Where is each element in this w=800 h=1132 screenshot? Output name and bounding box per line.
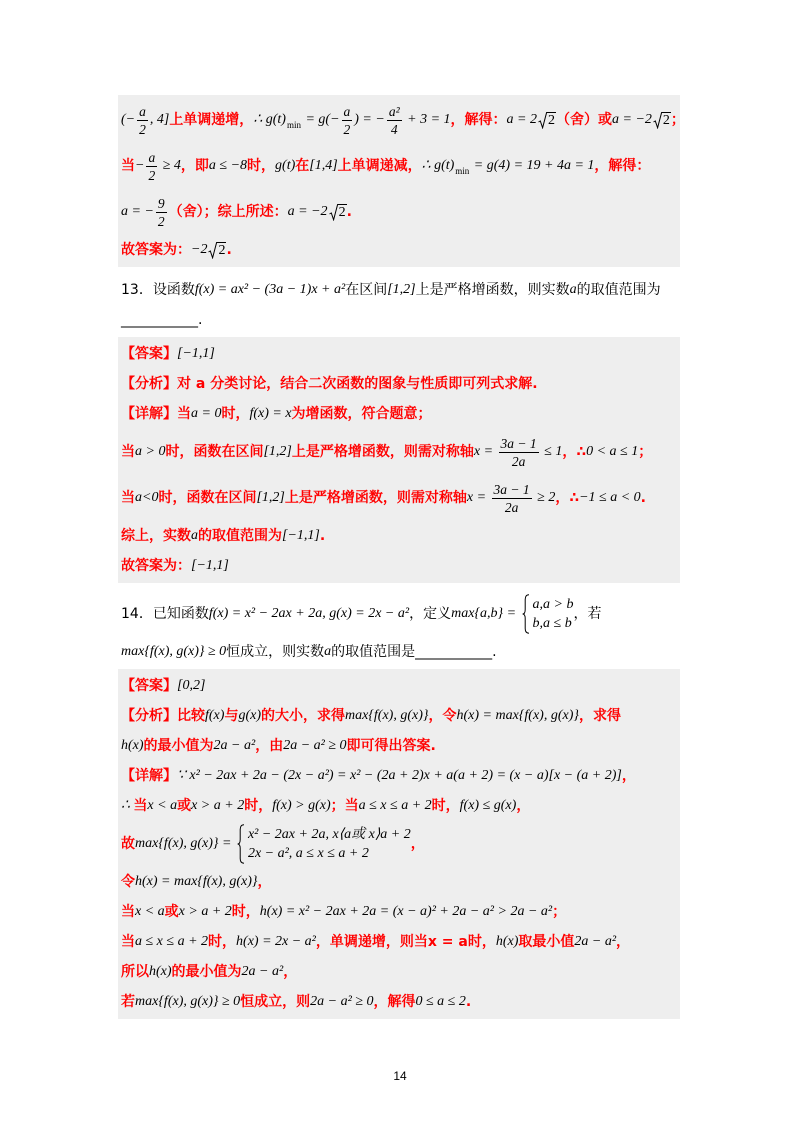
text-run: 若: [121, 994, 135, 1010]
text-run: 的大小，求得: [260, 708, 345, 724]
fraction-numerator: a: [139, 103, 146, 119]
fraction-numerator: 3a − 1: [500, 435, 537, 451]
math-expression: x > a + 2: [191, 798, 245, 813]
radicand: 2: [218, 242, 226, 258]
piecewise-cases: [237, 824, 411, 864]
text-run: 时，: [231, 904, 260, 920]
radical-sign: [329, 204, 338, 221]
text-run: 所以: [121, 964, 149, 980]
math-expression: a = −: [121, 204, 154, 219]
math-expression: −: [135, 158, 145, 173]
question-block: [118, 589, 680, 669]
text-run: ；: [670, 112, 685, 128]
text-run: 时，函数在区间: [165, 444, 264, 460]
fraction-denominator: 4: [390, 121, 398, 137]
text-run: 的最小值为: [171, 964, 242, 980]
math-expression: [−1,1]: [191, 558, 229, 573]
text-line: [121, 369, 680, 399]
math-expression: f(x) ≤ g(x): [459, 798, 517, 813]
math-expression: a = 0: [191, 406, 222, 421]
fraction: [387, 103, 402, 138]
fraction-numerator: a: [148, 149, 156, 165]
text-run: 时，: [208, 934, 237, 950]
math-expression: ∴: [121, 798, 134, 813]
math-expression: a = −2: [612, 112, 652, 127]
text-run: 13．设函数: [121, 282, 195, 298]
text-run: ，若: [573, 606, 602, 622]
text-run: ，解得：: [450, 112, 507, 128]
math-expression: 0 ≤ a ≤ 2: [415, 994, 466, 1009]
text-run: .: [226, 242, 232, 258]
text-run: ，: [516, 798, 531, 814]
text-line: [121, 637, 680, 667]
text-run: （舍）；综上所述：: [168, 204, 288, 220]
text-run: 为增函数，符合题意；: [291, 406, 432, 422]
fraction-numerator: 3a − 1: [493, 481, 530, 497]
math-expression: max{f(x), g(x)}: [344, 708, 429, 723]
text-run: 当: [121, 158, 135, 174]
fraction: [342, 103, 353, 138]
text-line: [121, 897, 680, 927]
text-run: ，单调递增，则当x = a时，: [315, 934, 496, 950]
text-run: 【答案】: [121, 678, 177, 694]
math-expression: [−1,1]: [177, 346, 215, 361]
math-expression: f(x) = x² − 2ax + 2a, g(x) = 2x − a²: [208, 606, 410, 621]
fraction: [137, 103, 148, 138]
math-expression: 2a − a²: [574, 934, 617, 949]
fraction-numerator: a²: [388, 103, 400, 119]
radicand: 2: [338, 204, 346, 220]
math-expression: x =: [466, 490, 490, 505]
text-line: [121, 791, 680, 821]
math-expression: h(x) = x² − 2ax + 2a = (x − a)² + 2a − a² > 2a − a²: [259, 904, 553, 919]
math-expression: f(x) = x: [249, 406, 292, 421]
solution-block: [118, 337, 680, 583]
math-expression: ) = −: [354, 112, 385, 127]
fraction-denominator: 2a: [511, 453, 526, 469]
math-expression: ∵ x² − 2ax + 2a − (2x − a²) = x² − (2a + 2)x + a(a + 2) = (x − a)[x − (a + 2)]: [177, 768, 622, 783]
text-run: 恒成立，则: [240, 994, 311, 1010]
page-content: [118, 95, 685, 1019]
text-run: 当: [121, 934, 135, 950]
math-expression: + 3 = 1: [403, 112, 451, 127]
math-expression: a > 0: [135, 444, 166, 459]
text-run: 时，: [247, 158, 276, 174]
text-run: 的取值范围为: [198, 528, 282, 544]
text-run: 时，: [431, 798, 460, 814]
math-expression: h(x) = max{f(x), g(x)}: [456, 708, 579, 723]
math-expression: a<0: [135, 490, 159, 505]
fraction: [146, 149, 157, 184]
square-root: [329, 204, 347, 221]
question-block: [118, 273, 680, 337]
text-run: 时，: [221, 406, 250, 422]
math-expression: h(x): [121, 738, 144, 753]
text-line: [121, 671, 680, 701]
case-rows: [533, 595, 574, 633]
math-expression: , 4]: [149, 112, 170, 127]
left-brace: [522, 594, 530, 634]
text-run: ，: [621, 768, 636, 784]
math-expression: a = 2: [506, 112, 537, 127]
text-line: [121, 521, 680, 551]
text-run: 故: [121, 836, 135, 852]
text-run: 的取值范围为: [576, 282, 661, 298]
text-run: ，: [257, 874, 272, 890]
math-expression: ∴ g(t): [421, 158, 455, 173]
text-run: 故答案为：: [121, 558, 191, 574]
text-run: .: [346, 204, 352, 220]
math-expression: [1,4]: [309, 158, 338, 173]
text-line: [121, 761, 680, 791]
math-expression: x < a: [147, 798, 178, 813]
text-run: 上是严格增函数，则实数: [415, 282, 570, 298]
text-run: （舍）或: [556, 112, 612, 128]
math-expression: ≥ 4: [159, 158, 181, 173]
text-run: 或: [177, 798, 192, 814]
math-expression: x > a + 2: [178, 904, 232, 919]
fraction: [499, 435, 539, 470]
text-line: [121, 97, 685, 143]
text-run: 【分析】对 a 分类讨论，结合二次函数的图象与性质即可列式求解.: [121, 376, 538, 392]
math-expression: x < a: [135, 904, 165, 919]
page-number: 14: [393, 1069, 407, 1083]
text-run: 上是严格增函数，则需对称轴: [284, 490, 467, 506]
math-expression: = g(−: [301, 112, 340, 127]
math-expression: f(x) = ax² − (3a − 1)x + a²: [194, 282, 346, 297]
text-run: 的取值范围是___________.: [331, 644, 497, 660]
text-run: 上单调递减，: [337, 158, 422, 174]
text-run: 在区间: [345, 282, 388, 298]
text-run: 14．已知函数: [121, 606, 209, 622]
text-run: .: [465, 994, 472, 1010]
text-run: ，即: [180, 158, 209, 174]
text-run: .: [319, 528, 326, 544]
fraction: [156, 195, 167, 230]
math-expression: h(x): [149, 964, 172, 979]
text-run: 上单调递增，: [169, 112, 254, 128]
text-line: [121, 821, 680, 867]
case-row: x² − 2ax + 2a, x⟨a或 x⟩a + 2: [247, 827, 411, 842]
fraction-numerator: 9: [157, 195, 165, 211]
text-line: [121, 339, 680, 369]
square-root: [653, 112, 671, 129]
math-expression: a = −2: [287, 204, 328, 219]
radicand: 2: [548, 112, 555, 128]
case-rows: [248, 825, 411, 863]
text-run: 的最小值为: [143, 738, 214, 754]
fraction-denominator: 2: [157, 213, 165, 229]
case-row: a,a > b: [532, 597, 574, 612]
radical-sign: [538, 112, 547, 129]
text-run: ，: [410, 836, 425, 852]
math-expression: g(x): [238, 708, 261, 723]
text-line: [121, 867, 680, 897]
math-expression: a ≤ x ≤ a + 2: [135, 934, 209, 949]
text-line: [121, 305, 680, 335]
solution-block: [118, 95, 685, 267]
math-expression: [1,2]: [263, 444, 292, 459]
piecewise-cases: [522, 594, 574, 634]
text-run: ，求得: [578, 708, 621, 724]
left-brace: [237, 824, 245, 864]
text-line: [121, 275, 680, 305]
text-run: 令: [121, 874, 135, 890]
text-run: 【分析】比较: [121, 708, 205, 724]
text-line: [121, 701, 680, 731]
text-line: [121, 731, 680, 761]
text-run: 即可得出答案.: [346, 738, 436, 754]
math-expression: a ≤ −8: [208, 158, 248, 173]
math-expression: [1,2]: [256, 490, 285, 505]
text-run: ，定义: [409, 606, 452, 622]
math-subscript: min: [455, 166, 470, 176]
radicand: 2: [662, 112, 670, 128]
radical-sign: [208, 242, 217, 259]
math-expression: [0,2]: [177, 678, 206, 693]
text-run: ___________.: [121, 312, 203, 328]
case-row: b,a ≤ b: [532, 616, 572, 631]
math-expression: x =: [473, 444, 497, 459]
square-root: [538, 112, 556, 129]
text-line: [121, 927, 680, 957]
text-run: 当: [121, 490, 135, 506]
text-run: 或: [164, 904, 179, 920]
math-expression: 0 < a ≤ 1: [586, 444, 639, 459]
fraction-denominator: 2a: [504, 499, 519, 515]
math-expression: a: [569, 282, 577, 297]
text-run: 【详解】当: [121, 406, 191, 422]
math-expression: max{f(x), g(x)} ≥ 0: [121, 644, 227, 659]
math-expression: −2: [191, 242, 208, 257]
text-run: ，∴: [555, 490, 580, 506]
math-expression: 2a − a² ≥ 0: [283, 738, 347, 753]
text-line: [121, 429, 680, 475]
math-expression: −1 ≤ a < 0: [579, 490, 641, 505]
fraction-denominator: 2: [148, 167, 156, 183]
text-run: 当: [121, 904, 135, 920]
fraction: [492, 481, 532, 516]
text-run: ，: [616, 934, 631, 950]
text-run: 在: [295, 158, 310, 174]
text-run: ，: [283, 964, 298, 980]
text-run: ；: [552, 904, 567, 920]
math-expression: max{a,b} =: [451, 606, 520, 621]
math-expression: 2a − a² ≥ 0: [310, 994, 374, 1009]
text-run: 时，: [244, 798, 273, 814]
text-run: ；当: [330, 798, 359, 814]
text-line: [121, 143, 680, 189]
text-run: 上是严格增函数，则需对称轴: [291, 444, 474, 460]
text-run: 当: [133, 798, 148, 814]
math-expression: ≥ 2: [533, 490, 556, 505]
math-expression: a: [324, 644, 332, 659]
text-line: [121, 551, 680, 581]
fraction-denominator: 2: [139, 121, 146, 137]
math-expression: a: [191, 528, 198, 543]
text-run: ，由: [255, 738, 284, 754]
text-run: 综上，实数: [121, 528, 191, 544]
text-run: 取最小值: [518, 934, 575, 950]
text-run: ，解得：: [594, 158, 651, 174]
text-run: 当: [121, 444, 135, 460]
text-line: [121, 475, 680, 521]
fraction-denominator: 2: [343, 121, 351, 137]
math-expression: g(t): [275, 158, 296, 173]
square-root: [208, 242, 226, 259]
text-run: 【详解】: [121, 768, 177, 784]
math-expression: h(x): [495, 934, 519, 949]
text-line: [121, 189, 680, 235]
text-run: 故答案为：: [121, 242, 191, 258]
text-line: [121, 399, 680, 429]
text-run: 恒成立，则实数: [226, 644, 325, 660]
math-expression: f(x) > g(x): [272, 798, 331, 813]
math-expression: ≤ 1: [540, 444, 563, 459]
text-line: [121, 987, 680, 1017]
math-expression: 2a − a²: [241, 964, 284, 979]
math-expression: [−1,1]: [282, 528, 320, 543]
text-line: [121, 957, 680, 987]
radical-sign: [653, 112, 662, 129]
text-run: 【答案】: [121, 346, 177, 362]
math-expression: 2a − a²: [213, 738, 256, 753]
text-run: ；: [638, 444, 653, 460]
text-run: 时，函数在区间: [158, 490, 257, 506]
case-row: 2x − a², a ≤ x ≤ a + 2: [247, 846, 369, 861]
fraction-numerator: a: [343, 103, 351, 119]
solution-block: [118, 669, 680, 1019]
math-expression: max{f(x), g(x)} =: [135, 836, 235, 851]
text-run: ，解得: [373, 994, 416, 1010]
text-run: 与: [224, 708, 239, 724]
text-run: .: [640, 490, 646, 506]
math-expression: = g(4) = 19 + 4a = 1: [470, 158, 595, 173]
math-expression: [1,2]: [387, 282, 416, 297]
math-expression: h(x) = max{f(x), g(x)}: [135, 874, 258, 889]
text-line: [121, 591, 680, 637]
math-expression: a ≤ x ≤ a + 2: [358, 798, 432, 813]
math-subscript: min: [286, 120, 301, 130]
math-expression: f(x): [205, 708, 225, 723]
text-run: ，令: [428, 708, 457, 724]
math-expression: max{f(x), g(x)} ≥ 0: [135, 994, 241, 1009]
text-run: ，∴: [562, 444, 587, 460]
math-expression: h(x) = 2x − a²: [236, 934, 316, 949]
math-expression: (−: [121, 112, 136, 127]
math-expression: ∴ g(t): [253, 112, 286, 127]
text-line: [121, 235, 680, 265]
